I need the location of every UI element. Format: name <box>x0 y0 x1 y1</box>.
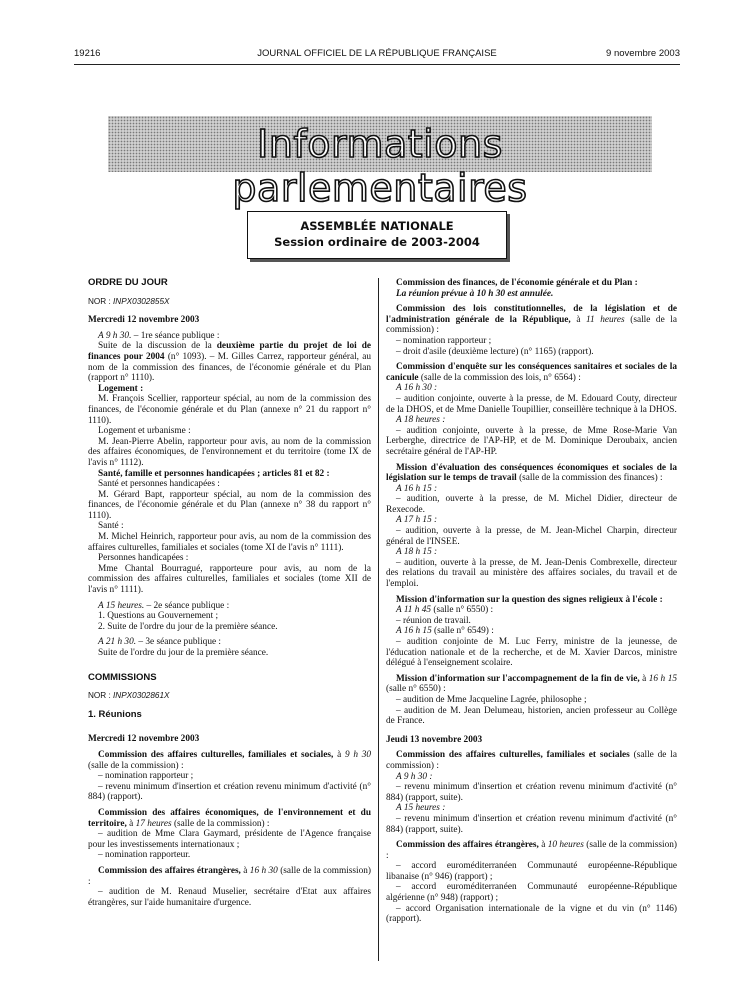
left-column <box>88 278 371 908</box>
commission-heading: Mission d'information sur la question des signes religieux à l'école : <box>396 594 663 605</box>
journal-title: JOURNAL OFFICIEL DE LA RÉPUBLIQUE FRANÇAISE <box>257 48 497 59</box>
subheading: Santé et personnes handicapées : <box>98 479 220 490</box>
agenda-item: – accord Organisation internationale de la vigne et du vin (n° 1146) (rapport). <box>386 903 677 925</box>
agenda-item: – audition, ouverte à la presse, de M. Michel Didier, directeur de Rexecode. <box>386 494 677 515</box>
agenda-item: – revenu minimum d'insertion et création revenu minimum d'activité (n° 884) (rapport, suite). <box>386 782 677 803</box>
date-heading: Mercredi 12 novembre 2003 <box>88 315 200 326</box>
column-divider <box>378 278 379 961</box>
cancellation-note: La réunion prévue à 10 h 30 est annulée. <box>396 288 554 299</box>
commission-heading: Commission des lois constitutionnelles, de la législation et de l'administration générale de la République, à 11 heures (salle de la commission) : <box>386 304 677 336</box>
time-label: A 18 h 15 : <box>396 547 438 558</box>
rapporteur-paragraph: M. Gérard Bapt, rapporteur spécial, au nom de la commission des finances, de l'économie générale et du Plan (annexe n° 38 du rapport n° 1110). <box>88 489 371 521</box>
time-label: A 15 heures : <box>396 803 446 814</box>
banner-title: Informations parlementaires <box>232 122 528 210</box>
time-label: A 16 h 30 : <box>396 383 438 394</box>
assembly-box <box>247 211 507 259</box>
agenda-item: – audition de M. Renaud Muselier, secrétaire d'Etat aux affaires étrangères, sur l'aide humanitaire d'urgence. <box>88 887 371 908</box>
commission-heading: Commission des affaires étrangères, à 10 heures (salle de la commission) : <box>386 840 677 861</box>
commission-heading: Mission d'information sur l'accompagnement de la fin de vie, à 16 h 15 (salle n° 6550) : <box>386 673 677 695</box>
agenda-item: – audition de M. Jean Delumeau, historien, ancien professeur au Collège de France. <box>386 705 677 727</box>
header-rule <box>74 64 680 65</box>
nor-reference: NOR : INPX0302855X <box>88 296 170 306</box>
agenda-item: – nomination rapporteur ; <box>396 335 492 346</box>
reunions-heading: 1. Réunions <box>88 708 142 720</box>
rapporteur-paragraph: M. Jean-Pierre Abelin, rapporteur pour avis, au nom de la commission des affaires économiques, de l'environnement et du territoire (tome IX de l'avis n° 1112). <box>88 436 371 468</box>
time-label: A 17 h 15 : <box>396 515 438 526</box>
seance-line: A 15 heures. – 2e séance publique : <box>98 600 230 611</box>
date-heading: Mercredi 12 novembre 2003 <box>88 734 200 745</box>
commissions-title: COMMISSIONS <box>88 671 157 683</box>
time-label: A 11 h 45 (salle n° 6550) : <box>396 605 494 616</box>
commission-heading: Mission d'évaluation des conséquences économiques et sociales de la législation sur le temps de travail (salle de la commission des finances) : <box>386 462 677 484</box>
commission-heading: Commission des affaires étrangères, à 16 h 30 (salle de la commission) : <box>88 865 371 887</box>
agenda-item: – nomination rapporteur ; <box>98 771 194 782</box>
rapporteur-paragraph: M. François Scellier, rapporteur spécial, au nom de la commission des finances, de l'économie générale et du Plan (annexe n° 21 du rapport n° 1110). <box>88 394 371 426</box>
commission-heading: Commission des affaires culturelles, familiales et sociales (salle de la commission) : <box>386 750 678 771</box>
agenda-item: – audition conjointe, ouverte à la presse, de M. Edouard Couty, directeur de la DHOS, et de Mme Danielle Toupillier, conseillère technique à la DHOS. <box>386 393 677 415</box>
subheading: Santé : <box>98 521 124 532</box>
time-label: A 9 h 30 : <box>396 771 433 782</box>
seance-paragraph: Suite de l'ordre du jour de la première séance. <box>98 648 269 658</box>
agenda-item: – accord euroméditerranéen Communauté européenne-République libanaise (n° 946) (rapport) ; <box>386 861 677 882</box>
date-heading: Jeudi 13 novembre 2003 <box>386 734 483 745</box>
right-column <box>386 278 677 925</box>
seance-line: A 9 h 30. – 1re séance publique : <box>98 330 220 341</box>
subheading: Santé, famille et personnes handicapées ; articles 81 et 82 : <box>98 468 330 479</box>
agenda-item: – audition de Mme Jacqueline Lagrée, philosophe ; <box>396 694 587 705</box>
agenda-item: – audition, ouverte à la presse, de M. Jean-Denis Combrexelle, directeur des relations du travail au ministère des affaires sociales, du travail et de l'emploi. <box>386 557 677 590</box>
rapporteur-paragraph: Mme Chantal Bourragué, rapporteure pour avis, au nom de la commission des affaires culturelles, familiales et sociales (tome XII de l'avis n° 1111). <box>88 563 371 596</box>
commission-heading: Commission d'enquête sur les conséquences sanitaires et sociales de la canicule (salle de la commission des lois, n° 6564) : <box>386 362 677 383</box>
agenda-item: – audition conjointe de M. Luc Ferry, ministre de la jeunesse, de l'éducation nationale et de la recherche, et de M. Xavier Darcos, ministre délégué à l'enseignement scolaire. <box>386 637 677 669</box>
assembly-title: ASSEMBLÉE NATIONALE <box>300 219 454 233</box>
page-number: 19216 <box>74 48 101 59</box>
discussion-paragraph: Suite de la discussion de la deuxième partie du projet de loi de finances pour 2004 (n° 1093). – M. Gilles Carrez, rapporteur général, au nom de la commission des finances, de l'économie générale et du Plan (rapport n° 1110). <box>88 341 371 384</box>
ordre-title: ORDRE DU JOUR <box>88 277 168 288</box>
seance-line: A 21 h 30. – 3e séance publique : <box>98 637 221 648</box>
commission-heading: Commission des finances, de l'économie générale et du Plan : <box>396 278 638 288</box>
subheading: Personnes handicapées : <box>98 553 189 564</box>
issue-date: 9 novembre 2003 <box>606 48 680 59</box>
time-label: A 16 h 15 (salle n° 6549) : <box>396 626 494 637</box>
time-label: A 16 h 15 : <box>396 483 438 494</box>
nor-reference: NOR : INPX0302861X <box>88 691 170 701</box>
rapporteur-paragraph: M. Michel Heinrich, rapporteur pour avis, au nom de la commission des affaires culturelles, familiales et sociales (tome XI de l'avis n° 1111). <box>88 532 371 553</box>
agenda-item: – revenu minimum d'insertion et création revenu minimum d'activité (n° 884) (rapport). <box>88 781 371 803</box>
agenda-item: – accord euroméditerranéen Communauté européenne-République algérienne (n° 948) (rapport) ; <box>386 882 677 904</box>
agenda-item: – revenu minimum d'insertion et création revenu minimum d'activité (n° 884) (rapport, suite). <box>386 813 677 835</box>
commission-heading: Commission des affaires économiques, de l'environnement et du territoire, à 17 heures (salle de la commission) : <box>88 807 371 829</box>
list-item: 1. Questions au Gouvernement ; <box>98 611 219 622</box>
subheading: Logement : <box>98 383 144 394</box>
agenda-item: – droit d'asile (deuxième lecture) (n° 1165) (rapport). <box>396 346 594 357</box>
agenda-item: – audition, ouverte à la presse, de M. Jean-Michel Charpin, directeur général de l'INSEE. <box>386 526 677 547</box>
running-header <box>74 48 680 60</box>
commission-heading: Commission des affaires culturelles, familiales et sociales, à 9 h 30 (salle de la commission) : <box>88 749 371 771</box>
agenda-item: – audition de Mme Clara Gaymard, présidente de l'Agence française pour les investissements internationaux ; <box>88 829 371 850</box>
time-label: A 18 heures : <box>396 415 446 426</box>
section-banner <box>108 116 652 210</box>
agenda-item: – audition conjointe, ouverte à la presse, de Mme Rose-Marie Van Lerberghe, directrice de l'AP-HP, et de M. Dominique Deroubaix, ancien secrétaire général de l'AP-HP. <box>386 425 677 457</box>
session-title: Session ordinaire de 2003-2004 <box>274 235 480 249</box>
subheading: Logement et urbanisme : <box>98 426 191 437</box>
list-item: 2. Suite de l'ordre du jour de la première séance. <box>98 621 278 632</box>
agenda-item: – nomination rapporteur. <box>98 850 191 861</box>
agenda-item: – réunion de travail. <box>396 615 471 626</box>
